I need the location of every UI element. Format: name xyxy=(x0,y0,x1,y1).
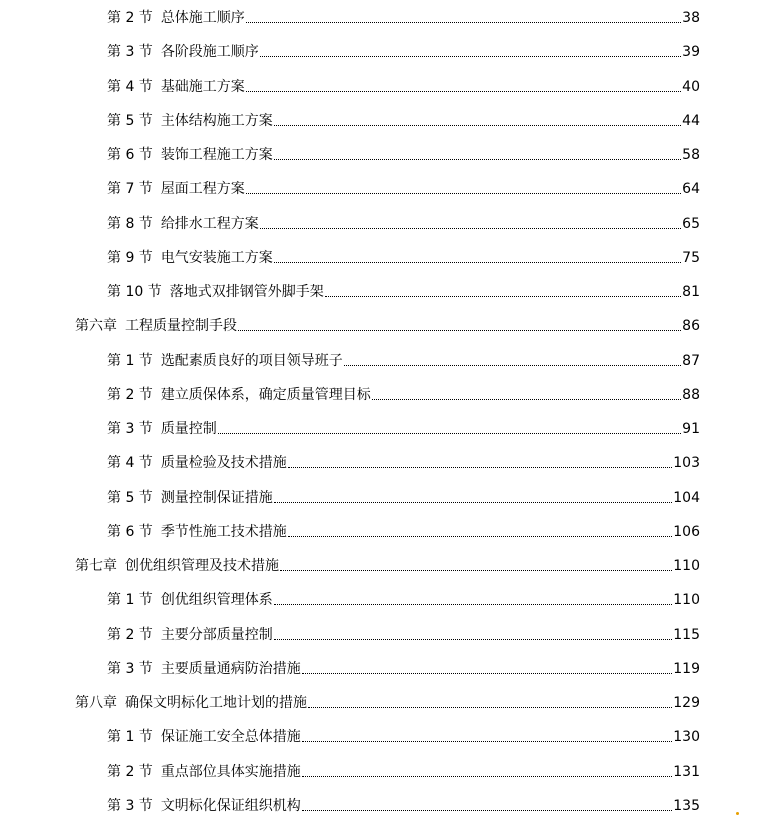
toc-entry-number: 第 7 节 xyxy=(107,181,153,198)
toc-section-entry xyxy=(107,109,700,129)
toc-section-entry xyxy=(107,417,700,437)
toc-dot-leader xyxy=(238,330,681,331)
toc-entry-page: 88 xyxy=(682,386,700,403)
toc-entry-number: 第 1 节 xyxy=(107,592,153,609)
toc-entry-page: 40 xyxy=(682,78,700,95)
toc-entry-number: 第 6 节 xyxy=(107,147,153,163)
toc-chapter-entry xyxy=(75,691,700,711)
toc-dot-leader xyxy=(246,22,681,23)
toc-dot-leader xyxy=(246,91,681,92)
toc-entry-page: 91 xyxy=(682,421,700,437)
toc-section-entry xyxy=(107,40,700,60)
toc-dot-leader xyxy=(344,365,681,366)
toc-entry-number: 第六章 xyxy=(75,318,117,335)
toc-dot-leader xyxy=(372,399,681,400)
toc-dot-leader xyxy=(218,433,681,434)
toc-entry-page: 39 xyxy=(682,44,700,61)
toc-chapter-entry xyxy=(75,314,700,334)
toc-section-entry xyxy=(107,451,700,471)
toc-section-entry xyxy=(107,246,700,266)
toc-entry-page: 44 xyxy=(682,112,700,129)
toc-entry-title: 给排水工程方案 xyxy=(160,215,259,232)
toc-dot-leader xyxy=(260,228,681,229)
toc-dot-leader xyxy=(325,296,681,297)
toc-entry-title: 落地式双排钢管外脚手架 xyxy=(169,284,324,300)
toc-entry-title: 屋面工程方案 xyxy=(160,181,245,198)
toc-entry-number: 第七章 xyxy=(75,558,117,574)
toc-entry-number: 第 1 节 xyxy=(107,352,153,369)
toc-dot-leader xyxy=(246,193,681,194)
toc-entry-page: 103 xyxy=(673,455,700,472)
toc-section-entry xyxy=(107,657,700,677)
toc-entry-number: 第 2 节 xyxy=(107,763,153,780)
toc-dot-leader xyxy=(274,639,672,640)
toc-dot-leader xyxy=(302,741,672,742)
toc-entry-page: 135 xyxy=(673,797,700,814)
toc-section-entry xyxy=(107,383,700,403)
toc-entry-number: 第 2 节 xyxy=(107,626,153,643)
toc-dot-leader xyxy=(302,776,672,777)
toc-section-entry xyxy=(107,349,700,369)
toc-entry-page: 87 xyxy=(682,352,700,369)
toc-section-entry xyxy=(107,6,700,26)
toc-dot-leader xyxy=(274,604,672,605)
toc-entry-page: 58 xyxy=(682,147,700,163)
toc-entry-number: 第 2 节 xyxy=(107,10,153,26)
toc-section-entry xyxy=(107,760,700,780)
toc-dot-leader xyxy=(274,262,681,263)
toc-entry-page: 38 xyxy=(682,10,700,26)
toc-dot-leader xyxy=(288,536,672,537)
toc-entry-number: 第八章 xyxy=(75,695,117,711)
toc-entry-title: 创优组织管理及技术措施 xyxy=(125,558,279,574)
toc-section-entry xyxy=(107,588,700,608)
toc-entry-number: 第 5 节 xyxy=(107,112,153,129)
toc-entry-title: 质量检验及技术措施 xyxy=(160,455,287,472)
toc-entry-title: 基础施工方案 xyxy=(160,78,245,95)
toc-dot-leader xyxy=(280,570,672,571)
toc-entry-page: 110 xyxy=(673,558,700,574)
toc-dot-leader xyxy=(260,56,681,57)
toc-entry-page: 65 xyxy=(682,215,700,232)
toc-entry-page: 81 xyxy=(682,284,700,300)
toc-entry-number: 第 1 节 xyxy=(107,729,153,746)
toc-entry-title: 测量控制保证措施 xyxy=(160,489,273,506)
toc-entry-title: 工程质量控制手段 xyxy=(125,318,237,335)
toc-entry-title: 文明标化保证组织机构 xyxy=(160,797,301,814)
toc-entry-number: 第 3 节 xyxy=(107,421,153,437)
toc-entry-number: 第 3 节 xyxy=(107,797,153,814)
toc-entry-title: 建立质保体系，确定质量管理目标 xyxy=(160,386,371,403)
toc-entry-page: 131 xyxy=(673,763,700,780)
toc-section-entry xyxy=(107,143,700,163)
toc-entry-title: 主要质量通病防治措施 xyxy=(160,660,301,677)
toc-entry-title: 确保文明标化工地计划的措施 xyxy=(125,695,307,711)
toc-entry-number: 第 8 节 xyxy=(107,215,153,232)
toc-chapter-entry xyxy=(75,554,700,574)
toc-entry-page: 130 xyxy=(673,729,700,746)
toc-entry-title: 主体结构施工方案 xyxy=(160,112,273,129)
toc-entry-number: 第 3 节 xyxy=(107,44,153,61)
toc-entry-page: 115 xyxy=(673,626,700,643)
toc-dot-leader xyxy=(274,502,672,503)
toc-entry-title: 创优组织管理体系 xyxy=(160,592,273,609)
toc-entry-title: 选配素质良好的项目领导班子 xyxy=(160,352,343,369)
toc-entry-title: 电气安装施工方案 xyxy=(160,249,273,266)
toc-section-entry xyxy=(107,623,700,643)
toc-dot-leader xyxy=(302,810,672,811)
toc-entry-title: 各阶段施工顺序 xyxy=(160,44,259,61)
toc-entry-title: 保证施工安全总体措施 xyxy=(160,729,301,746)
toc-section-entry xyxy=(107,520,700,540)
toc-entry-number: 第 10 节 xyxy=(107,284,162,300)
toc-section-entry xyxy=(107,177,700,197)
toc-entry-page: 119 xyxy=(673,660,700,677)
toc-dot-leader xyxy=(302,673,672,674)
toc-section-entry xyxy=(107,794,700,814)
toc-entry-title: 总体施工顺序 xyxy=(160,10,245,26)
toc-entry-page: 106 xyxy=(673,523,700,540)
toc-entry-number: 第 5 节 xyxy=(107,489,153,506)
toc-entry-number: 第 9 节 xyxy=(107,249,153,266)
toc-entry-page: 110 xyxy=(673,592,700,609)
toc-entry-number: 第 2 节 xyxy=(107,386,153,403)
toc-entry-number: 第 6 节 xyxy=(107,523,153,540)
toc-entry-page: 86 xyxy=(682,318,700,335)
toc-entry-page: 64 xyxy=(682,181,700,198)
toc-section-entry xyxy=(107,725,700,745)
toc-entry-page: 129 xyxy=(673,695,700,711)
toc-entry-number: 第 4 节 xyxy=(107,78,153,95)
toc-entry-number: 第 3 节 xyxy=(107,660,153,677)
toc-entry-title: 质量控制 xyxy=(160,421,217,437)
toc-entry-title: 主要分部质量控制 xyxy=(160,626,273,643)
toc-section-entry xyxy=(107,280,700,300)
corner-mark xyxy=(736,812,739,815)
toc-entry-title: 装饰工程施工方案 xyxy=(160,147,273,163)
toc-section-entry xyxy=(107,486,700,506)
toc-dot-leader xyxy=(308,707,672,708)
toc-section-entry xyxy=(107,212,700,232)
toc-entry-title: 重点部位具体实施措施 xyxy=(160,763,301,780)
toc-dot-leader xyxy=(288,467,672,468)
toc-entry-number: 第 4 节 xyxy=(107,455,153,472)
toc-entry-title: 季节性施工技术措施 xyxy=(160,523,287,540)
toc-entry-page: 75 xyxy=(682,249,700,266)
toc-entry-page: 104 xyxy=(673,489,700,506)
toc-dot-leader xyxy=(274,125,681,126)
toc-dot-leader xyxy=(274,159,681,160)
toc-section-entry xyxy=(107,75,700,95)
